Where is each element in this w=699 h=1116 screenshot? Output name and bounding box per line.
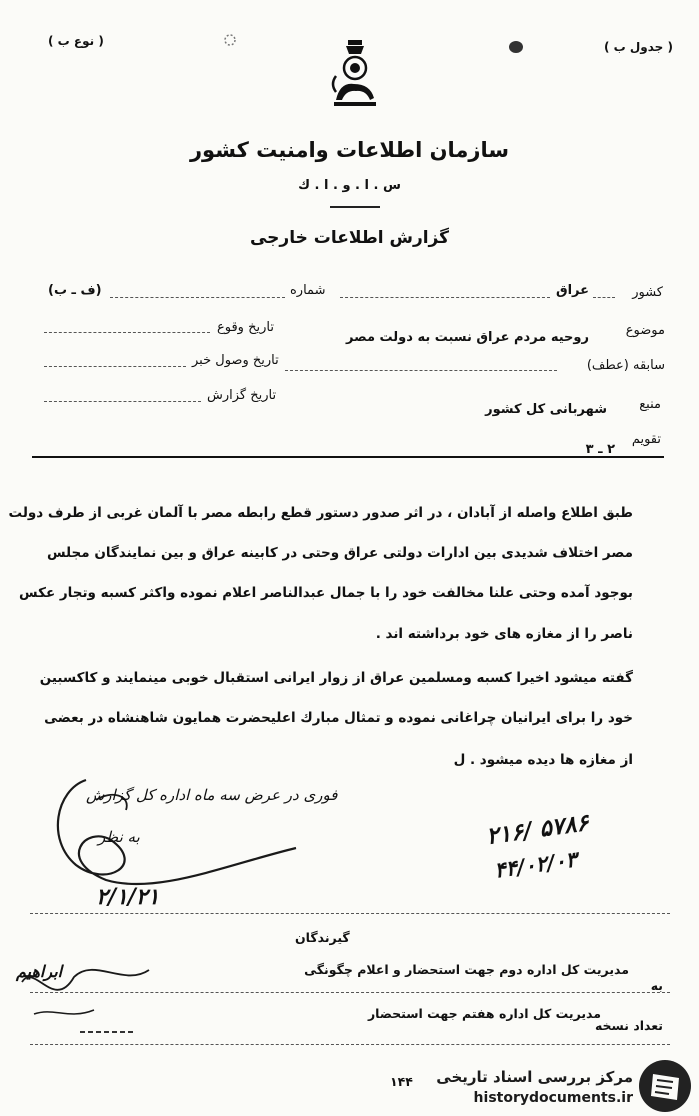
footer-line-1: مدیریت کل اداره دوم جهت استحضار و اعلام چگونگی bbox=[304, 962, 629, 977]
body-line-3: بوجود آمده وحتی علنا مخالفت خود را با جمال عبدالناصر اعلام نموده واکثر کسبه وتجار عکس bbox=[19, 585, 633, 601]
prefix-be: به bbox=[650, 978, 663, 993]
source-value: شهربانی کل کشور bbox=[485, 402, 607, 417]
bottom-number: ۱۴۴ bbox=[390, 1074, 413, 1089]
received-date-dash bbox=[44, 366, 186, 367]
subject-value: روحیه مردم عراق نسبت به دولت مصر bbox=[346, 330, 589, 345]
country-value: عراق bbox=[555, 283, 589, 298]
signature-stroke-icon bbox=[14, 952, 154, 1022]
body-line-5: گفته میشود اخیرا کسبه ومسلمین عراق از زوار ایرانی استقبال خوبی مینمایند و کاکسبین bbox=[39, 670, 633, 686]
form-type-label: ( نوع ب ) bbox=[48, 34, 104, 48]
report-date-dash bbox=[44, 401, 201, 402]
subject-label: موضوع bbox=[625, 323, 665, 338]
footer-dash-mid bbox=[30, 992, 670, 993]
country-dash-left bbox=[340, 297, 550, 298]
rating-value: ۲ ـ ۳ bbox=[585, 442, 615, 457]
organization-title: سازمان اطلاعات وامنیت کشور bbox=[189, 138, 510, 162]
ink-blot bbox=[506, 38, 526, 56]
smudge-mark bbox=[222, 32, 238, 46]
header-divider bbox=[32, 456, 664, 458]
footer-line-2: مدیریت کل اداره هفتم جهت استحضار bbox=[367, 1006, 601, 1021]
report-title: گزارش اطلاعات خارجی bbox=[249, 228, 450, 248]
body-line-1: طبق اطلاع واصله از آبادان ، در اثر صدور دستور قطع رابطه مصر با آلمان غربی از طرف دولت bbox=[8, 505, 633, 521]
title-underline bbox=[330, 206, 380, 208]
number-value: (ف ـ ب) bbox=[48, 283, 102, 298]
stamp-number: ۲۱۶/ ۵۷۸۶ bbox=[484, 808, 591, 851]
country-label: کشور bbox=[632, 285, 663, 300]
organization-code: س . ا . و . ا . ك bbox=[298, 178, 401, 193]
country-dash-right bbox=[593, 297, 615, 298]
prior-reference-label: سابقه (عطف) bbox=[586, 358, 665, 373]
recipients-label: گیرندگان bbox=[295, 930, 350, 945]
number-dash bbox=[110, 297, 285, 298]
handwritten-date: ۲/۱/۲۱ bbox=[96, 884, 160, 910]
report-date-label: تاریخ گزارش bbox=[207, 388, 277, 403]
stamp-date: ۴۴/۰۲/۰۳ bbox=[492, 846, 579, 883]
prior-reference-dash bbox=[285, 370, 557, 371]
footer-dash-bottom bbox=[30, 1044, 670, 1045]
received-date-label: تاریخ وصول خبر bbox=[192, 353, 279, 368]
body-line-7: از مغازه ها دیده میشود . ل bbox=[453, 752, 633, 768]
left-footer-mark-icon bbox=[78, 1024, 138, 1041]
rating-label: تقویم bbox=[631, 432, 661, 447]
archive-logo-icon bbox=[639, 1060, 691, 1112]
watermark-url: historydocuments.ir bbox=[473, 1090, 633, 1106]
body-line-6: خود را برای ایرانیان چراغانی نموده و تمثال مبارك اعلیحضرت همایون شاهنشاه در بعضی bbox=[44, 710, 633, 726]
source-label: منبع bbox=[639, 397, 661, 412]
footer-dash-top bbox=[30, 913, 670, 914]
handwritten-signature: ابراهیم bbox=[16, 962, 63, 981]
number-label: شماره bbox=[290, 283, 326, 298]
handwritten-note-line-2: به نظر bbox=[98, 828, 140, 846]
event-date-dash bbox=[44, 332, 210, 333]
body-line-2: مصر اختلاف شدیدی بین ادارات دولتی عراق وحتی در کابینه عراق و بین نمایندگان مجلس bbox=[46, 545, 633, 561]
table-type-label: ( جدول ب ) bbox=[603, 40, 673, 54]
handwritten-note-line-1: فوری در عرض سه ماه اداره کل گزارش bbox=[86, 786, 338, 804]
event-date-label: تاریخ وقوع bbox=[217, 320, 274, 335]
watermark-title: مرکز بررسی اسناد تاریخی bbox=[436, 1068, 633, 1086]
lion-and-sun-emblem-icon bbox=[326, 38, 384, 110]
copies-count-label: تعداد نسخه bbox=[594, 1018, 663, 1033]
body-line-4: ناصر را از مغازه های خود برداشته اند . bbox=[375, 626, 633, 642]
